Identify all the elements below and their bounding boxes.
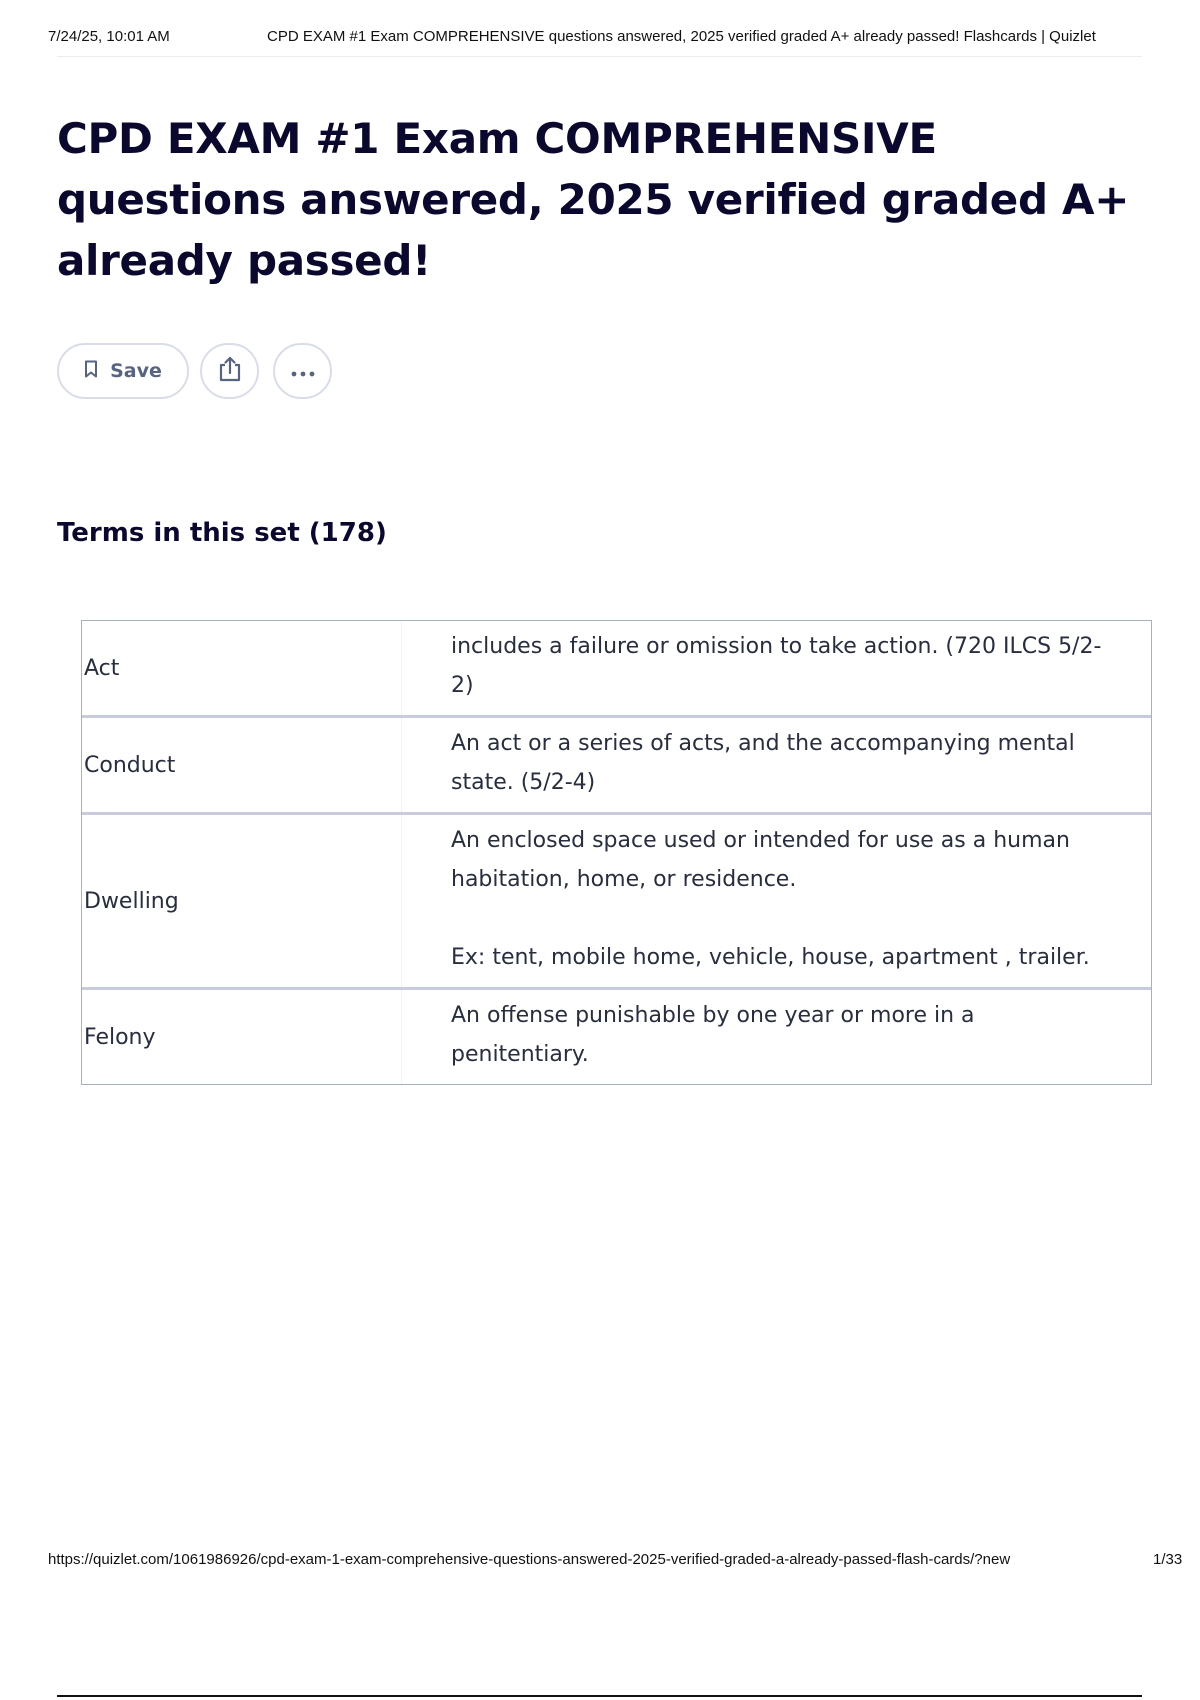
term-word: Felony — [82, 990, 402, 1084]
print-date: 7/24/25, 10:01 AM — [48, 28, 170, 45]
save-button-label: Save — [110, 360, 162, 382]
term-definition: includes a failure or omission to take action. (720 ILCS 5/2-2) — [451, 634, 1102, 698]
share-icon — [218, 356, 242, 386]
page-number: 1/33 — [1153, 1551, 1183, 1568]
bookmark-icon — [84, 360, 98, 382]
term-word: Act — [82, 621, 402, 715]
term-definition: An offense punishable by one year or more in a penitentiary. — [451, 1003, 975, 1067]
table-row — [82, 621, 1151, 715]
more-icon — [290, 362, 316, 381]
bottom-divider — [57, 1695, 1142, 1697]
print-url: https://quizlet.com/1061986926/cpd-exam-1-exam-comprehensive-questions-answered-2025-verified-graded-a-already-passed-flash-cards/?new — [48, 1551, 1011, 1568]
header-divider — [57, 56, 1142, 57]
share-button[interactable] — [200, 343, 259, 399]
table-row — [82, 715, 1151, 812]
term-word: Conduct — [82, 718, 402, 812]
more-options-button[interactable] — [273, 343, 332, 399]
print-doc-title: CPD EXAM #1 Exam COMPREHENSIVE questions answered, 2025 verified graded A+ already passed! Flashcards | Quizlet — [267, 28, 1096, 45]
term-definition: An act or a series of acts, and the accompanying mental state. (5/2-4) — [451, 731, 1075, 795]
term-word: Dwelling — [82, 815, 402, 987]
save-button[interactable] — [57, 343, 189, 399]
term-definition: An enclosed space used or intended for use as a human habitation, home, or residence. Ex: tent, mobile home, vehicle, house, apartment , trailer. — [451, 828, 1090, 970]
terms-table — [81, 620, 1152, 1085]
table-row — [82, 987, 1151, 1084]
terms-heading: Terms in this set (178) — [57, 518, 387, 548]
page-title: CPD EXAM #1 Exam COMPREHENSIVE questions answered, 2025 verified graded A+ already passed! — [57, 114, 1130, 285]
table-row — [82, 812, 1151, 987]
